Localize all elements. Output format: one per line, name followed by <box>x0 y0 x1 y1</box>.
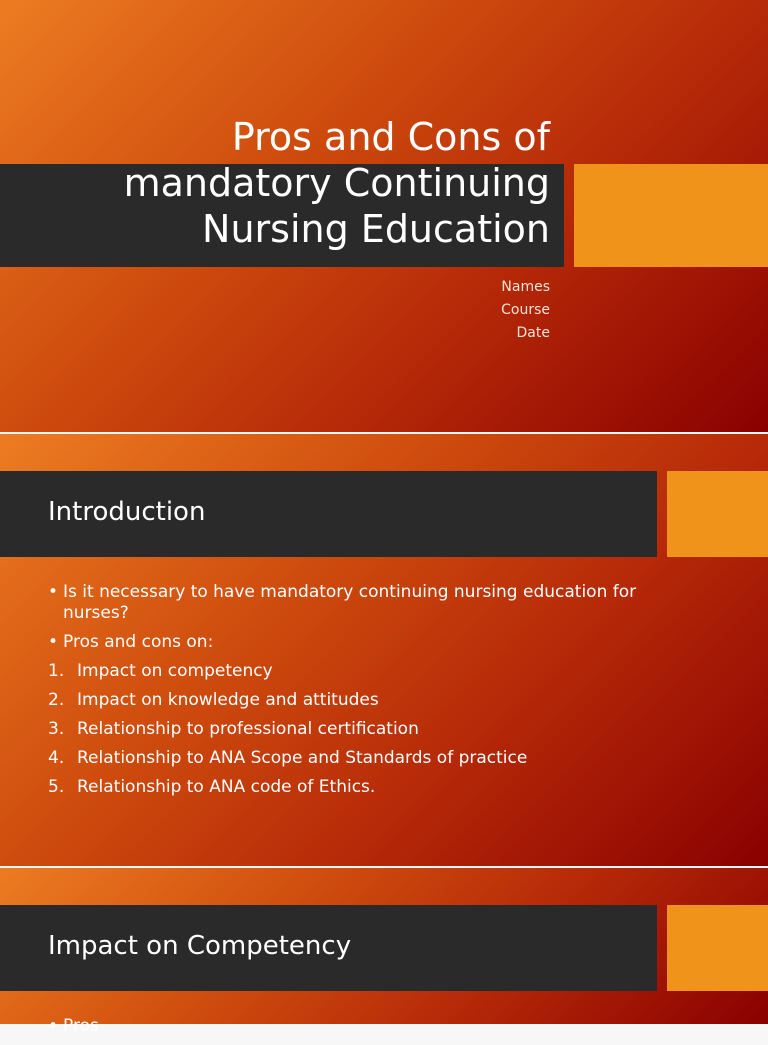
bullet-mark: • <box>48 632 59 652</box>
numbered-text: Relationship to professional certification <box>77 719 419 739</box>
accent-block <box>574 164 768 267</box>
number-mark: 2. <box>48 690 65 710</box>
subtitle-course: Course <box>501 302 550 318</box>
slide-heading: Impact on Competency <box>48 931 352 961</box>
bullet-item <box>48 632 648 653</box>
title-slide <box>0 0 768 432</box>
numbered-text: Impact on knowledge and attitudes <box>77 690 379 710</box>
slide-content <box>48 1016 648 1045</box>
number-mark: 3. <box>48 719 65 739</box>
bullet-mark: • <box>48 582 59 602</box>
subtitle-date: Date <box>516 325 550 341</box>
bullet-item <box>48 1016 648 1037</box>
numbered-item <box>48 690 648 711</box>
introduction-slide <box>0 434 768 866</box>
numbered-item <box>48 748 648 769</box>
subtitle-names: Names <box>501 279 550 295</box>
accent-block <box>667 905 768 991</box>
bullet-mark: • <box>48 1016 59 1036</box>
numbered-text: Relationship to ANA Scope and Standards of practice <box>77 748 528 768</box>
numbered-item <box>48 661 648 682</box>
number-mark: 4. <box>48 748 65 768</box>
bullet-text: Pros and cons on: <box>63 632 214 652</box>
slide-heading: Introduction <box>48 497 206 527</box>
numbered-text: Relationship to ANA code of Ethics. <box>77 777 376 797</box>
competency-slide <box>0 868 768 1036</box>
slide-content <box>48 582 648 806</box>
number-mark: 1. <box>48 661 65 681</box>
accent-block <box>667 471 768 557</box>
bullet-item <box>48 582 648 624</box>
bullet-text: Is it necessary to have mandatory continuing nursing education for nurses? <box>63 582 637 623</box>
numbered-item <box>48 719 648 740</box>
slide-title: Pros and Cons of mandatory Continuing Nursing Education <box>123 115 550 251</box>
slide-subtitle <box>501 276 550 345</box>
numbered-item <box>48 777 648 798</box>
number-mark: 5. <box>48 777 65 797</box>
bullet-text: Pros <box>63 1016 99 1036</box>
numbered-text: Impact on competency <box>77 661 273 681</box>
